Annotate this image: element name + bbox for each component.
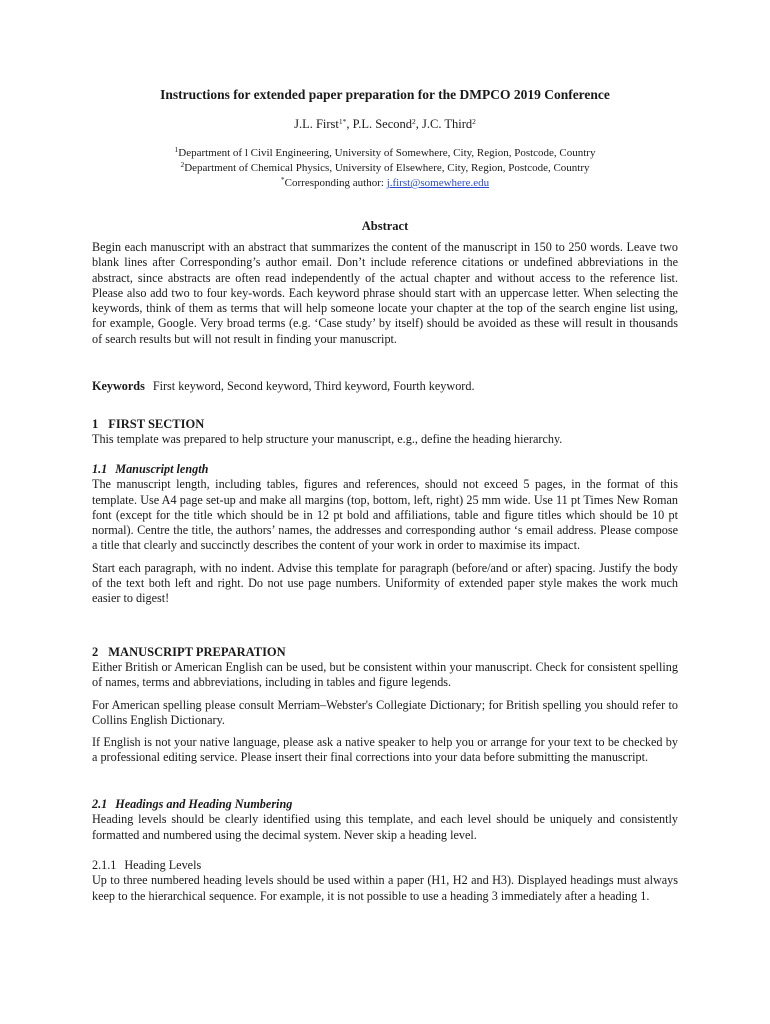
corresponding-author-line xyxy=(92,176,678,191)
subsubsection-title: Heading Levels xyxy=(124,858,202,872)
section-text: This template was prepared to help structure your manuscript, e.g., define the heading hierarchy. xyxy=(92,432,563,446)
subsubsection-number: 2.1.1 xyxy=(92,858,117,872)
author-affiliation-mark: 2 xyxy=(412,117,416,126)
affiliation-mark: 2 xyxy=(180,160,185,169)
paragraph: For American spelling please consult Merriam–Webster's Collegiate Dictionary; for British spelling you should refer to Collins English Dictionary. xyxy=(92,697,678,727)
subsection-title: Manuscript length xyxy=(115,462,209,476)
subsubsection-heading xyxy=(92,858,678,873)
author-separator: , xyxy=(415,117,423,131)
section-heading xyxy=(92,416,678,432)
affiliation-text: Department of l Civil Engineering, University of Somewhere, City, Region, Postcode, Country xyxy=(178,147,596,159)
subsection-heading xyxy=(92,462,678,477)
subsection-title: Headings and Heading Numbering xyxy=(115,797,293,811)
subsection-number: 2.1 xyxy=(92,797,108,811)
author-name: J.L. First xyxy=(294,117,339,131)
abstract-section xyxy=(92,240,678,347)
paragraph: If English is not your native language, please ask a native speaker to help you or arrange for your text to be checked by a professional editing service. Please insert their final corrections into your data before submitting the manuscript. xyxy=(92,735,678,765)
email-link[interactable]: j.first@somewhere.edu xyxy=(386,177,490,189)
subsubsection-heading-levels xyxy=(92,858,678,904)
section-number: 1 xyxy=(92,417,99,431)
corresponding-mark: * xyxy=(280,175,285,184)
paragraph: Up to three numbered heading levels should be used within a paper (H1, H2 and H3). Displayed headings must always keep to the hierarchical sequence. For example, it is not possible to use a heading 3 immediately after a heading 1. xyxy=(92,873,678,903)
affiliation-list xyxy=(92,146,678,191)
subsection-number: 1.1 xyxy=(92,462,108,476)
section-manuscript-preparation xyxy=(92,644,678,766)
subsection-headings-numbering xyxy=(92,797,678,843)
section-title: FIRST SECTION xyxy=(108,417,205,431)
section-heading xyxy=(92,644,678,660)
subsection-manuscript-length xyxy=(92,462,678,607)
author-affiliation-mark: 1* xyxy=(338,117,347,126)
corresponding-author-label: Corresponding author: xyxy=(284,177,387,189)
affiliation-line xyxy=(92,161,678,176)
keywords-label: Keywords xyxy=(92,379,145,393)
affiliation-line xyxy=(92,146,678,161)
author-name: P.L. Second xyxy=(352,117,413,131)
paragraph: Start each paragraph, with no indent. Advise this template for paragraph (before/and or after) spacing. Justify the body of the text both left and right. Do not use page numbers. Uniformity of extended paper style makes the work much easier to digest! xyxy=(92,560,678,606)
paragraph: Heading levels should be clearly identified using this template, and each level should be uniquely and consistently formatted and numbered using the decimal system. Never skip a heading level. xyxy=(92,812,678,842)
section-number: 2 xyxy=(92,645,99,659)
paragraph: Either British or American English can be used, but be consistent within your manuscript. Check for consistent spelling of names, terms and abbreviations, including in tables and figure legends. xyxy=(92,660,678,690)
author-affiliation-mark: 2 xyxy=(472,117,476,126)
keywords-line xyxy=(92,379,678,394)
author-list xyxy=(92,116,678,132)
affiliation-mark: 1 xyxy=(174,145,179,154)
section-title: MANUSCRIPT PREPARATION xyxy=(108,645,286,659)
keywords-text: First keyword, Second keyword, Third keyword, Fourth keyword. xyxy=(152,379,475,393)
abstract-text: Begin each manuscript with an abstract that summarizes the content of the manuscript in 150 to 250 words. Leave two blank lines after Corresponding’s author email. Don’t include reference citations or undefined abbreviations in the abstract, since abstracts are often read independently of the actual chapter and without access to the reference list. Please also add two to four key-words. Each keyword phrase should start with an uppercase letter. When selecting the keywords, think of them as terms that will help someone locate your chapter at the top of the search engine list using, for example, Google. Very broad terms (e.g. ‘Case study’ by itself) should be avoided as these will result in thousands of search results but will not result in finding your manuscript. xyxy=(92,240,678,346)
abstract-heading: Abstract xyxy=(361,219,409,233)
author-name: J.C. Third xyxy=(422,117,473,131)
keywords-section xyxy=(92,379,678,394)
affiliation-text: Department of Chemical Physics, University of Elsewhere, City, Region, Postcode, Country xyxy=(184,162,590,174)
section-first xyxy=(92,416,678,447)
paragraph: The manuscript length, including tables, figures and references, should not exceed 5 pages, in the format of this template. Use A4 page set-up and make all margins (top, bottom, left, right) 25 mm wide. Use 11 pt Times New Roman font (except for the title which should be in 12 pt bold and affiliations, table and figure titles which should be 10 pt normal). Centre the title, the authors’ names, the addresses and corresponding author ‘s email address. Please compose a title that clearly and succinctly describes the content of your work in order to maximise its impact. xyxy=(92,477,678,553)
subsection-heading xyxy=(92,797,678,812)
author-separator: , xyxy=(346,117,353,131)
paper-title: Instructions for extended paper preparation for the DMPCO 2019 Conference xyxy=(160,87,610,102)
